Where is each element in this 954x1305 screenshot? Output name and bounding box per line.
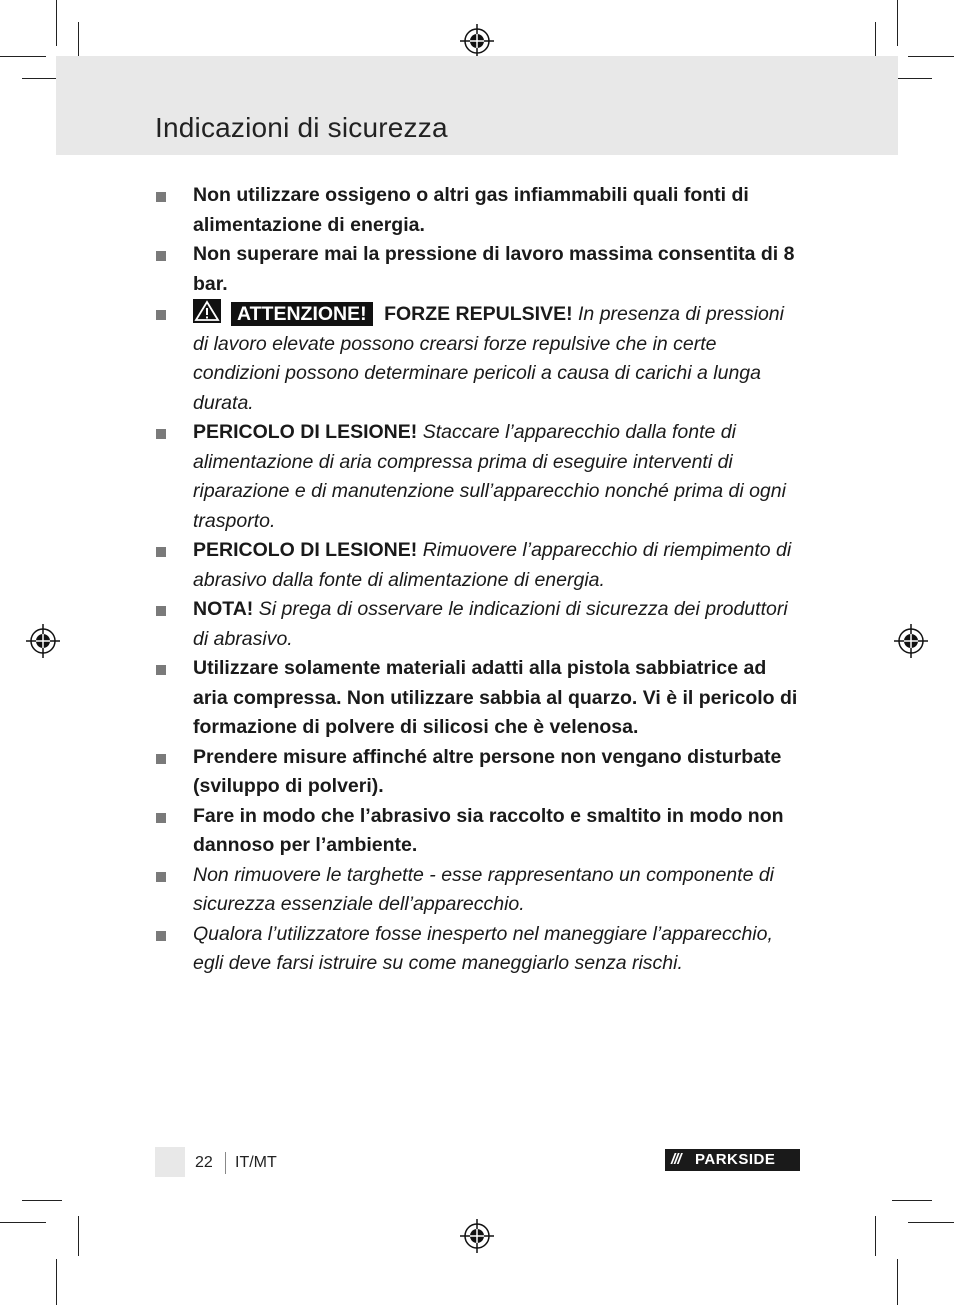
list-item [155,920,800,979]
brand-name: PARKSIDE [695,1151,776,1168]
item-bold-text: Prendere misure affinché altre persone non vengano disturbate (sviluppo di polveri). [193,745,782,797]
parkside-logo [665,1149,800,1171]
list-item [155,595,800,654]
safety-list [155,181,800,979]
crop-mark [56,0,57,46]
item-bold-text: Non utilizzare ossigeno o altri gas infiammabili quali fonti di alimentazione di energia. [193,184,749,236]
item-bold-text: PERICOLO DI LESIONE! [193,539,418,561]
bullet-icon [156,813,166,823]
registration-mark-icon [460,1219,494,1253]
page-title: Indicazioni di sicurezza [155,112,448,143]
bullet-icon [156,429,166,439]
registration-mark-icon [26,624,60,658]
brand-slashes: /// [671,1151,681,1168]
crop-mark [908,56,954,57]
footer-divider [225,1152,226,1174]
bullet-icon [156,606,166,616]
crop-mark [892,1200,932,1201]
crop-mark [897,0,898,46]
list-item [155,181,800,240]
item-italic-text: Staccare l’apparecchio dalla fonte di alimentazione di aria compressa prima di eseguire interventi di riparazione e di manutenzione sull’apparecchio nonché prima di ogni trasporto. [193,421,786,532]
bullet-icon [156,251,166,261]
list-item [155,861,800,920]
list-item [155,743,800,802]
list-item [155,240,800,299]
crop-mark [892,78,932,79]
bullet-icon [156,547,166,557]
crop-mark [875,1216,876,1256]
item-bold-text: NOTA! [193,598,254,620]
item-italic-text: Si prega di osservare le indicazioni di sicurezza dei produttori di abrasivo. [193,598,788,650]
list-item [155,299,800,418]
item-italic-text: Qualora l’utilizzatore fosse inesperto nel maneggiare l’apparecchio, egli deve farsi istruire su come maneggiarlo senza rischi. [193,922,773,974]
registration-mark-icon [894,624,928,658]
list-item [155,536,800,595]
item-bold-text: FORZE REPULSIVE! [384,303,573,325]
crop-mark [78,1216,79,1256]
list-item [155,418,800,536]
bullet-icon [156,192,166,202]
bullet-icon [156,310,166,320]
list-item [155,654,800,743]
language-code: IT/MT [235,1154,277,1171]
registration-mark-icon [460,24,494,58]
item-bold-text: Fare in modo che l’abrasivo sia raccolto e smaltito in modo non dannoso per l’ambiente. [193,804,784,856]
bullet-icon [156,754,166,764]
page-number: 22 [195,1154,213,1171]
item-bold-text: Utilizzare solamente materiali adatti alla pistola sabbiatrice ad aria compressa. Non utilizzare sabbia al quarzo. Vi è il pericolo di formazione di polvere di silicosi che è velenosa. [193,657,798,738]
bullet-icon [156,665,166,675]
bullet-icon [156,872,166,882]
crop-mark [897,1259,898,1305]
item-italic-text: In presenza di pressioni di lavoro elevate possono crearsi forze repulsive che in certe condizioni possono determinare pericoli a causa di carichi a lunga durata. [193,303,784,414]
item-bold-text: PERICOLO DI LESIONE! [193,421,418,443]
item-italic-text: Rimuovere l’apparecchio di riempimento di abrasivo dalla fonte di alimentazione di energia. [193,539,792,591]
list-item [155,802,800,861]
item-bold-text: Non superare mai la pressione di lavoro massima consentita di 8 bar. [193,243,795,295]
bullet-icon [156,931,166,941]
footer-box [155,1147,185,1177]
attention-badge: ATTENZIONE! [231,302,373,326]
crop-mark [22,1200,62,1201]
crop-mark [0,1222,46,1223]
warning-triangle-icon [193,299,221,323]
item-italic-text: Non rimuovere le targhette - esse rappresentano un componente di sicurezza essenziale dell’apparecchio. [193,863,775,915]
crop-mark [56,1259,57,1305]
crop-mark [0,56,46,57]
crop-mark [908,1222,954,1223]
